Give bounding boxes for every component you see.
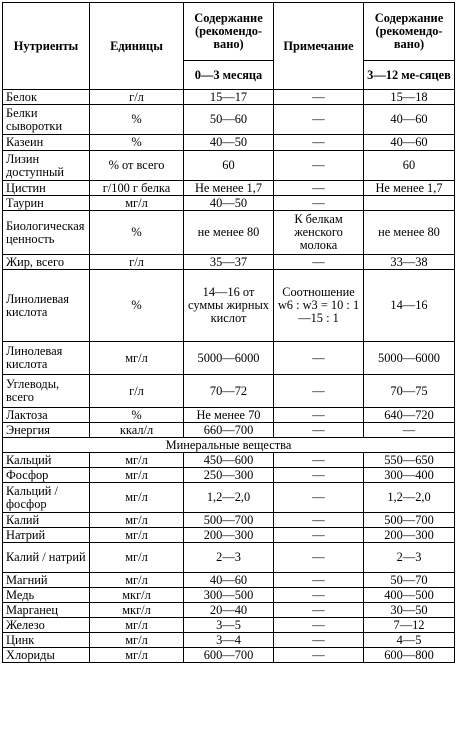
header-note: Примечание — [274, 3, 364, 90]
row-unit: мг/л — [90, 528, 184, 543]
row-note: — — [274, 648, 364, 663]
row-value-3-12: — — [364, 423, 455, 438]
row-unit: г/л — [90, 375, 184, 408]
row-unit: % от всего — [90, 151, 184, 181]
header-content-2: Содержание (рекомендо-вано) — [364, 3, 455, 61]
row-value-3-12: 400—500 — [364, 588, 455, 603]
row-value-0-3: 2—3 — [184, 543, 274, 573]
row-nutrient: Линолевая кислота — [3, 342, 90, 375]
row-value-3-12: Не менее 1,7 — [364, 181, 455, 196]
nutrients-table — [2, 2, 455, 663]
row-value-0-3: 14—16 от суммы жирных кислот — [184, 270, 274, 342]
table-row — [3, 633, 455, 648]
row-value-3-12: 500—700 — [364, 513, 455, 528]
row-unit: мкг/л — [90, 603, 184, 618]
row-nutrient: Кальций — [3, 453, 90, 468]
row-nutrient: Таурин — [3, 196, 90, 211]
row-value-3-12: 15—18 — [364, 90, 455, 105]
row-value-3-12: 2—3 — [364, 543, 455, 573]
table-row — [3, 528, 455, 543]
row-note: — — [274, 135, 364, 151]
row-nutrient: Биологическая ценность — [3, 211, 90, 255]
table-row — [3, 181, 455, 196]
row-nutrient: Кальций / фосфор — [3, 483, 90, 513]
row-unit: мг/л — [90, 453, 184, 468]
row-value-0-3: 500—700 — [184, 513, 274, 528]
row-value-0-3: 1,2—2,0 — [184, 483, 274, 513]
table-row — [3, 196, 455, 211]
row-value-3-12: 4—5 — [364, 633, 455, 648]
row-unit: г/л — [90, 90, 184, 105]
section-title-minerals: Минеральные вещества — [3, 438, 455, 453]
row-note: — — [274, 90, 364, 105]
table-row — [3, 342, 455, 375]
row-value-3-12: 60 — [364, 151, 455, 181]
row-note: — — [274, 513, 364, 528]
row-nutrient: Марганец — [3, 603, 90, 618]
row-value-3-12 — [364, 196, 455, 211]
header-age-0-3: 0—3 месяца — [184, 61, 274, 90]
row-value-0-3: 250—300 — [184, 468, 274, 483]
table-row — [3, 573, 455, 588]
row-note: Соотношение w6 : w3 = 10 : 1—15 : 1 — [274, 270, 364, 342]
table-row — [3, 543, 455, 573]
row-nutrient: Калий — [3, 513, 90, 528]
row-value-0-3: 70—72 — [184, 375, 274, 408]
row-value-3-12: 200—300 — [364, 528, 455, 543]
table-row — [3, 105, 455, 135]
row-note: — — [274, 375, 364, 408]
header-nutrients: Нутриенты — [3, 3, 90, 90]
row-unit: г/л — [90, 255, 184, 270]
row-note: — — [274, 543, 364, 573]
table-row — [3, 408, 455, 423]
row-value-3-12: 300—400 — [364, 468, 455, 483]
row-note: — — [274, 105, 364, 135]
row-value-0-3: 15—17 — [184, 90, 274, 105]
row-unit: мг/л — [90, 648, 184, 663]
row-unit: мкг/л — [90, 588, 184, 603]
row-unit: мг/л — [90, 196, 184, 211]
row-unit: мг/л — [90, 513, 184, 528]
row-value-3-12: 14—16 — [364, 270, 455, 342]
table-row — [3, 211, 455, 255]
row-value-0-3: 3—4 — [184, 633, 274, 648]
row-nutrient: Лактоза — [3, 408, 90, 423]
row-nutrient: Линолиевая кислота — [3, 270, 90, 342]
row-note: — — [274, 528, 364, 543]
row-value-3-12: 50—70 — [364, 573, 455, 588]
row-nutrient: Фосфор — [3, 468, 90, 483]
row-note: — — [274, 453, 364, 468]
row-note: — — [274, 423, 364, 438]
row-note: — — [274, 573, 364, 588]
row-unit: % — [90, 270, 184, 342]
table-body — [3, 90, 455, 663]
row-value-3-12: 40—60 — [364, 105, 455, 135]
table-row — [3, 483, 455, 513]
table-row — [3, 648, 455, 663]
row-value-0-3: Не менее 70 — [184, 408, 274, 423]
row-note: — — [274, 588, 364, 603]
row-value-3-12: 640—720 — [364, 408, 455, 423]
row-value-0-3: 60 — [184, 151, 274, 181]
row-unit: г/100 г белка — [90, 181, 184, 196]
row-nutrient: Казеин — [3, 135, 90, 151]
row-value-0-3: 5000—6000 — [184, 342, 274, 375]
row-unit: % — [90, 135, 184, 151]
row-unit: ккал/л — [90, 423, 184, 438]
row-note: — — [274, 483, 364, 513]
table-row — [3, 513, 455, 528]
row-value-0-3: 200—300 — [184, 528, 274, 543]
row-unit: мг/л — [90, 633, 184, 648]
table-row — [3, 603, 455, 618]
row-value-0-3: 40—50 — [184, 196, 274, 211]
header-units: Единицы — [90, 3, 184, 90]
row-note: — — [274, 468, 364, 483]
row-nutrient: Жир, всего — [3, 255, 90, 270]
row-unit: мг/л — [90, 573, 184, 588]
row-nutrient: Калий / натрий — [3, 543, 90, 573]
row-nutrient: Углеводы, всего — [3, 375, 90, 408]
row-note: К белкам женского молока — [274, 211, 364, 255]
table-row — [3, 255, 455, 270]
table-row — [3, 423, 455, 438]
table-row — [3, 270, 455, 342]
row-unit: мг/л — [90, 483, 184, 513]
row-value-3-12: не менее 80 — [364, 211, 455, 255]
row-value-0-3: 660—700 — [184, 423, 274, 438]
row-unit: мг/л — [90, 543, 184, 573]
header-age-3-12: 3—12 ме-сяцев — [364, 61, 455, 90]
row-value-0-3: 3—5 — [184, 618, 274, 633]
row-nutrient: Цистин — [3, 181, 90, 196]
row-value-3-12: 30—50 — [364, 603, 455, 618]
row-note: — — [274, 255, 364, 270]
section-row-minerals — [3, 438, 455, 453]
row-value-3-12: 7—12 — [364, 618, 455, 633]
row-note: — — [274, 181, 364, 196]
table-row — [3, 453, 455, 468]
row-unit: % — [90, 408, 184, 423]
row-value-0-3: 40—50 — [184, 135, 274, 151]
row-nutrient: Энергия — [3, 423, 90, 438]
row-unit: % — [90, 105, 184, 135]
row-value-0-3: 300—500 — [184, 588, 274, 603]
row-nutrient: Белок — [3, 90, 90, 105]
row-nutrient: Белки сыворотки — [3, 105, 90, 135]
row-value-3-12: 1,2—2,0 — [364, 483, 455, 513]
row-nutrient: Лизин доступный — [3, 151, 90, 181]
row-unit: мг/л — [90, 468, 184, 483]
row-value-3-12: 600—800 — [364, 648, 455, 663]
row-nutrient: Магний — [3, 573, 90, 588]
row-note: — — [274, 408, 364, 423]
row-value-0-3: 35—37 — [184, 255, 274, 270]
row-nutrient: Железо — [3, 618, 90, 633]
table-row — [3, 135, 455, 151]
row-note: — — [274, 618, 364, 633]
row-value-0-3: 450—600 — [184, 453, 274, 468]
row-nutrient: Медь — [3, 588, 90, 603]
row-value-0-3: 50—60 — [184, 105, 274, 135]
row-value-0-3: 600—700 — [184, 648, 274, 663]
table-row — [3, 90, 455, 105]
row-note: — — [274, 603, 364, 618]
row-value-3-12: 70—75 — [364, 375, 455, 408]
table-row — [3, 468, 455, 483]
table-row — [3, 618, 455, 633]
row-value-0-3: не менее 80 — [184, 211, 274, 255]
table-row — [3, 588, 455, 603]
row-nutrient: Натрий — [3, 528, 90, 543]
row-note: — — [274, 151, 364, 181]
row-unit: мг/л — [90, 342, 184, 375]
row-note: — — [274, 196, 364, 211]
table-row — [3, 375, 455, 408]
row-nutrient: Хлориды — [3, 648, 90, 663]
row-note: — — [274, 633, 364, 648]
row-nutrient: Цинк — [3, 633, 90, 648]
row-value-0-3: 20—40 — [184, 603, 274, 618]
row-unit: мг/л — [90, 618, 184, 633]
row-value-3-12: 5000—6000 — [364, 342, 455, 375]
row-unit: % — [90, 211, 184, 255]
row-value-3-12: 40—60 — [364, 135, 455, 151]
row-value-0-3: Не менее 1,7 — [184, 181, 274, 196]
table-row — [3, 151, 455, 181]
row-value-0-3: 40—60 — [184, 573, 274, 588]
row-value-3-12: 550—650 — [364, 453, 455, 468]
row-value-3-12: 33—38 — [364, 255, 455, 270]
row-note: — — [274, 342, 364, 375]
header-content-1: Содержание (рекомендо-вано) — [184, 3, 274, 61]
